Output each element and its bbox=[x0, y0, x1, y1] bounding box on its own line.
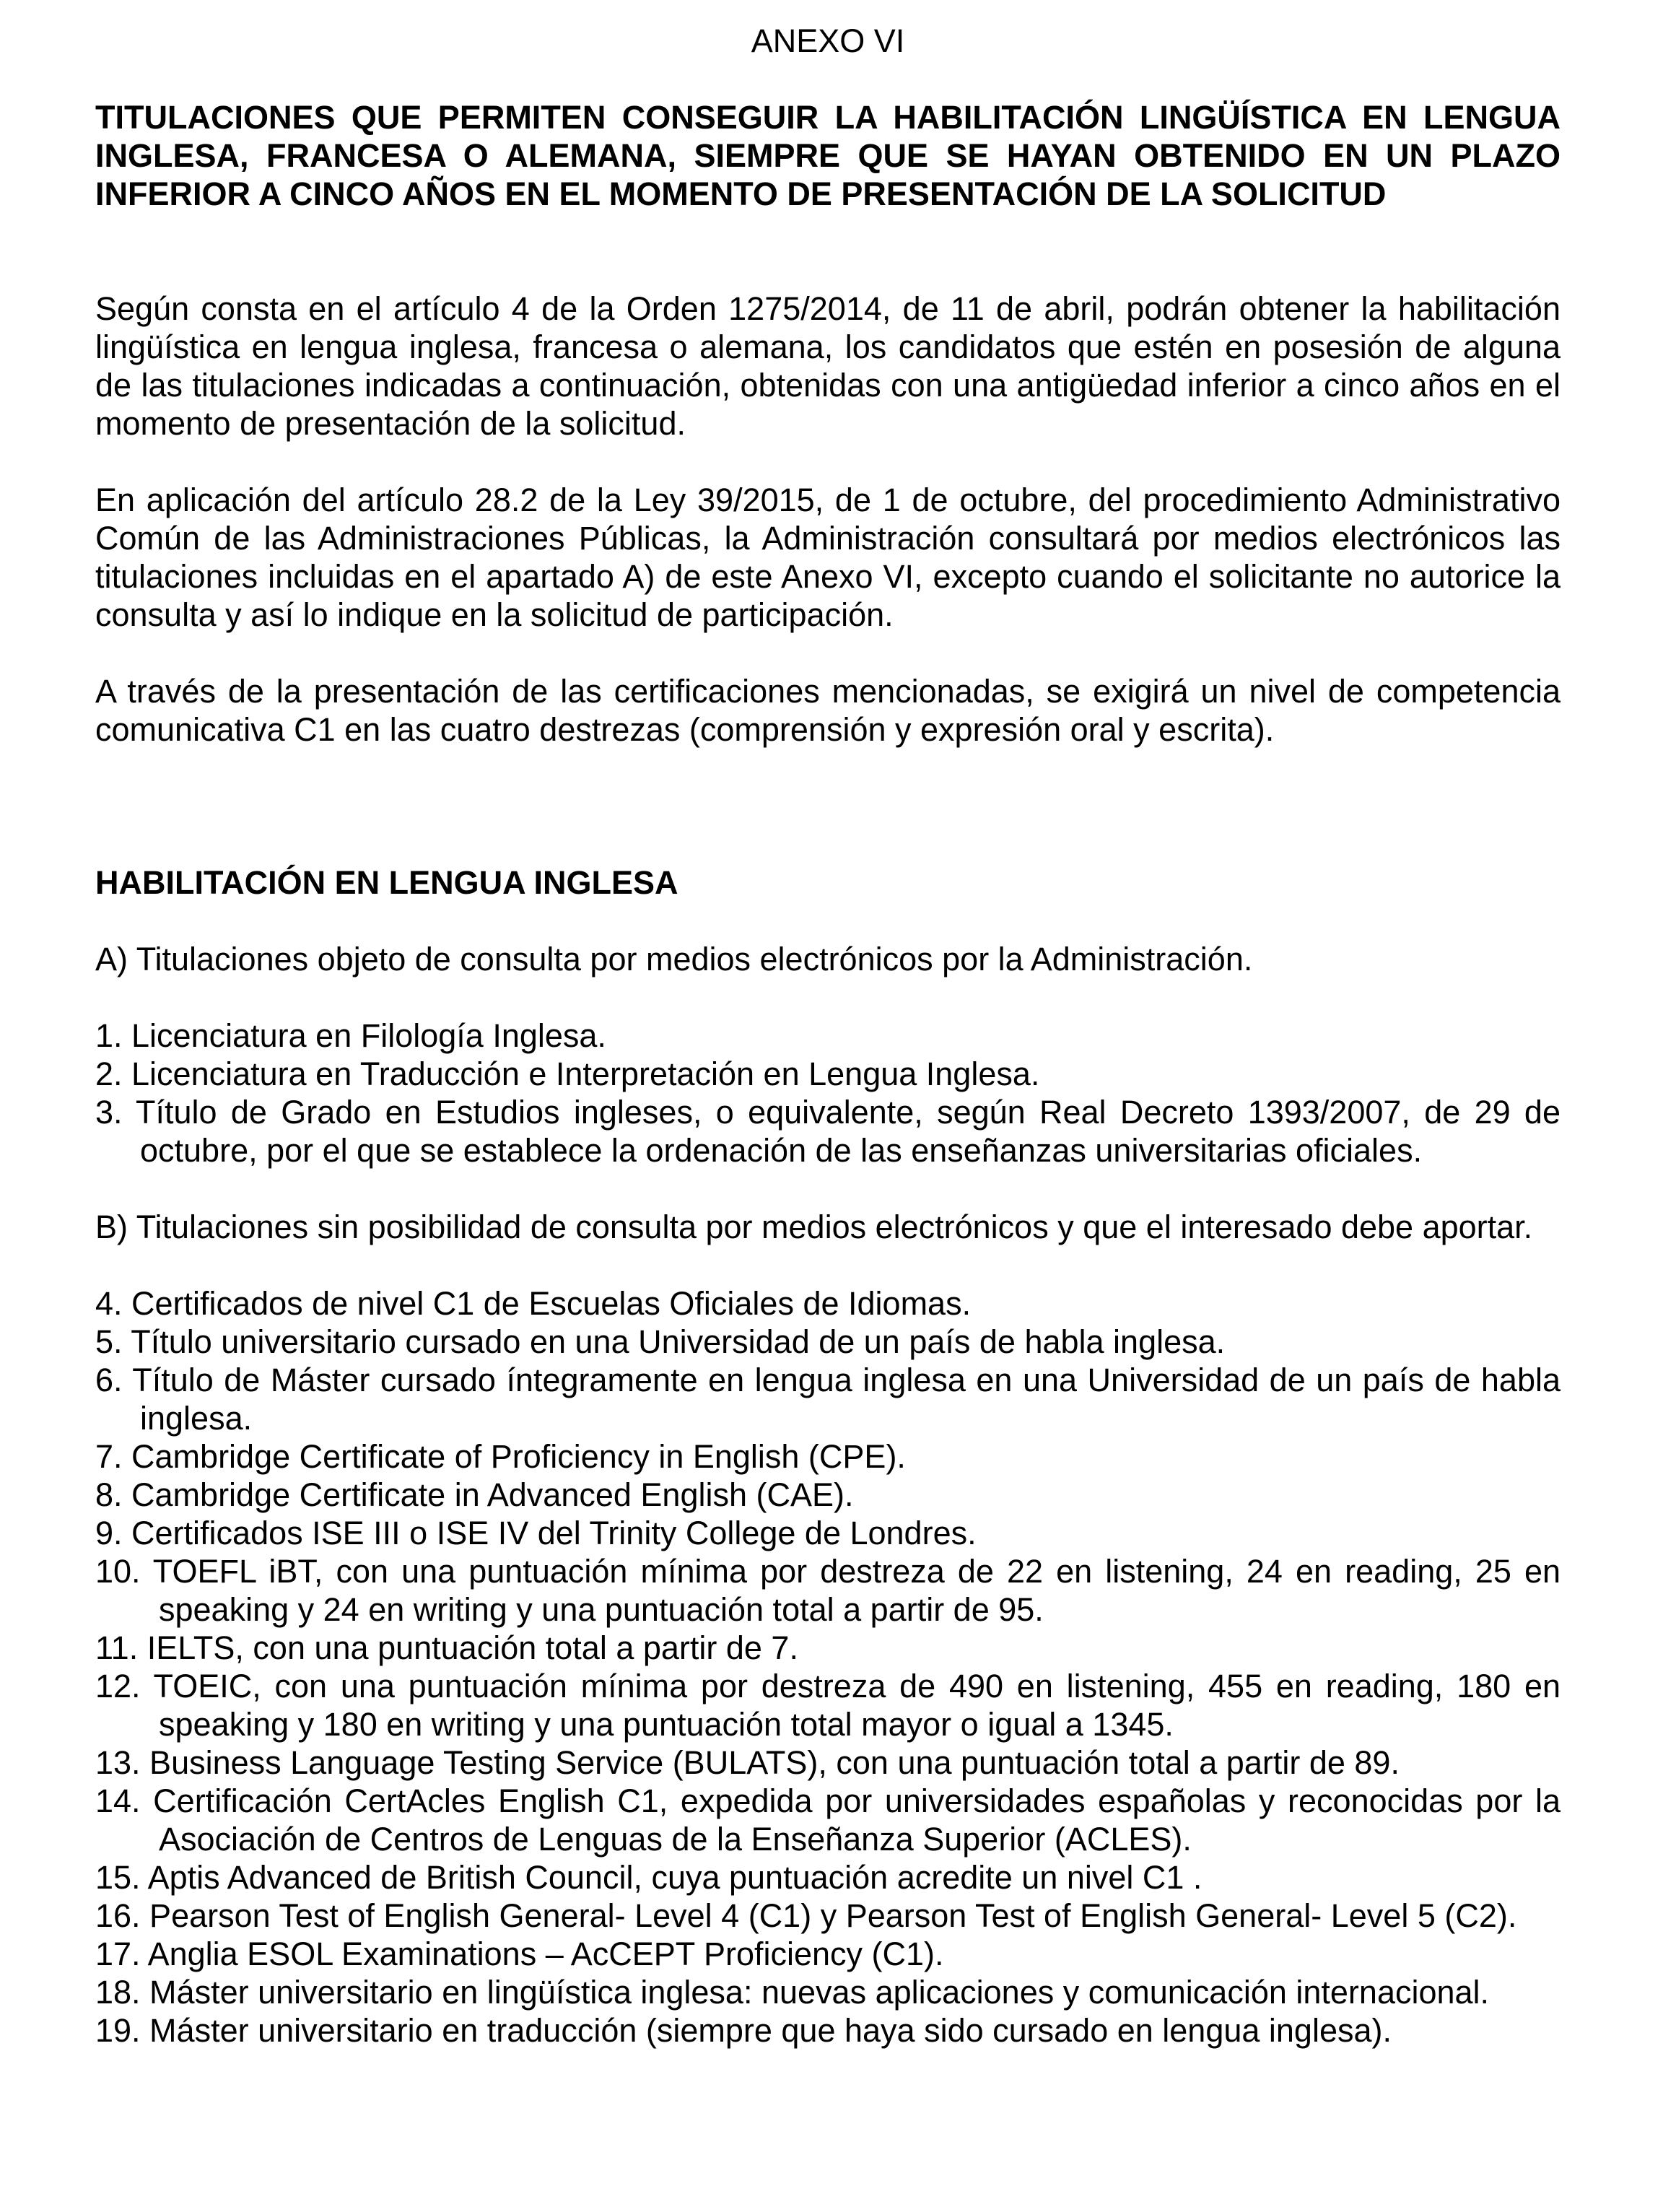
section-b-list bbox=[95, 1284, 1561, 2050]
list-item: 19. Máster universitario en traducción (siempre que haya sido cursado en lengua inglesa). bbox=[95, 2012, 1392, 2049]
list-item: 1. Licenciatura en Filología Inglesa. bbox=[95, 1017, 606, 1054]
list-item: 7. Cambridge Certificate of Proficiency in English (CPE). bbox=[95, 1438, 906, 1475]
list-item: 10. TOEFL iBT, con una puntuación mínima por destreza de 22 en listening, 24 en reading, 25 en speaking y 24 en writing y una puntuación total a partir de 95. bbox=[95, 1553, 1561, 1628]
list-item: 14. Certificación CertAcles English C1, expedida por universidades españolas y reconocidas por la Asociación de Centros de Lenguas de la Enseñanza Superior (ACLES). bbox=[95, 1782, 1561, 1858]
list-item: 3. Título de Grado en Estudios ingleses, o equivalente, según Real Decreto 1393/2007, de 29 de octubre, por el que se establece la ordenación de las enseñanzas universitarias oficiales. bbox=[95, 1094, 1561, 1169]
list-item: 8. Cambridge Certificate in Advanced English (CAE). bbox=[95, 1476, 854, 1513]
section-a-intro: A) Titulaciones objeto de consulta por medios electrónicos por la Administración. bbox=[95, 941, 1253, 977]
list-item: 15. Aptis Advanced de British Council, cuya puntuación acredite un nivel C1 . bbox=[95, 1859, 1202, 1896]
list-item: 9. Certificados ISE III o ISE IV del Trinity College de Londres. bbox=[95, 1515, 977, 1551]
paragraph-level: A través de la presentación de las certificaciones mencionadas, se exigirá un nivel de competencia comunicativa C1 en las cuatro destrezas (comprensión y expresión oral y escrita). bbox=[95, 673, 1561, 748]
section-heading-english: HABILITACIÓN EN LENGUA INGLESA bbox=[95, 864, 678, 901]
list-item: 13. Business Language Testing Service (BULATS), con una puntuación total a partir de 89. bbox=[95, 1744, 1400, 1781]
list-item: 16. Pearson Test of English General- Level 4 (C1) y Pearson Test of English General- Level 5 (C2). bbox=[95, 1897, 1517, 1934]
list-item: 12. TOEIC, con una puntuación mínima por destreza de 490 en listening, 455 en reading, 180 en speaking y 180 en writing y una puntuación total mayor o igual a 1345. bbox=[95, 1668, 1561, 1743]
list-item: 2. Licenciatura en Traducción e Interpretación en Lengua Inglesa. bbox=[95, 1055, 1040, 1092]
paragraph-law: En aplicación del artículo 28.2 de la Ley 39/2015, de 1 de octubre, del procedimiento Administrativo Común de las Administraciones Públicas, la Administración consultará por medios electrónicos las titulaciones incluidas en el apartado A) de este Anexo VI, excepto cuando el solicitante no autorice la consulta y así lo indique en la solicitud de participación. bbox=[95, 482, 1561, 633]
page-title: ANEXO VI bbox=[751, 22, 905, 59]
list-item: 5. Título universitario cursado en una Universidad de un país de habla inglesa. bbox=[95, 1323, 1226, 1360]
section-b-intro: B) Titulaciones sin posibilidad de consulta por medios electrónicos y que el interesado debe aportar. bbox=[95, 1209, 1533, 1245]
list-item: 17. Anglia ESOL Examinations – AcCEPT Proficiency (C1). bbox=[95, 1936, 944, 1972]
list-item: 6. Título de Máster cursado íntegramente en lengua inglesa en una Universidad de un país de habla inglesa. bbox=[95, 1362, 1561, 1437]
list-item: 18. Máster universitario en lingüística inglesa: nuevas aplicaciones y comunicación internacional. bbox=[95, 1974, 1490, 2011]
list-item: 4. Certificados de nivel C1 de Escuelas Oficiales de Idiomas. bbox=[95, 1285, 972, 1322]
section-a-list bbox=[95, 1016, 1561, 1170]
paragraph-intro: Según consta en el artículo 4 de la Orden 1275/2014, de 11 de abril, podrán obtener la habilitación lingüística en lengua inglesa, francesa o alemana, los candidatos que estén en posesión de alguna de las titulaciones indicadas a continuación, obtenidas con una antigüedad inferior a cinco años en el momento de presentación de la solicitud. bbox=[95, 290, 1561, 442]
document-heading: TITULACIONES QUE PERMITEN CONSEGUIR LA HABILITACIÓN LINGÜÍSTICA EN LENGUA INGLESA, FRANCESA O ALEMANA, SIEMPRE QUE SE HAYAN OBTENIDO EN UN PLAZO INFERIOR A CINCO AÑOS EN EL MOMENTO DE PRESENTACIÓN DE LA SOLICITUD bbox=[95, 99, 1561, 212]
list-item: 11. IELTS, con una puntuación total a partir de 7. bbox=[95, 1629, 798, 1666]
